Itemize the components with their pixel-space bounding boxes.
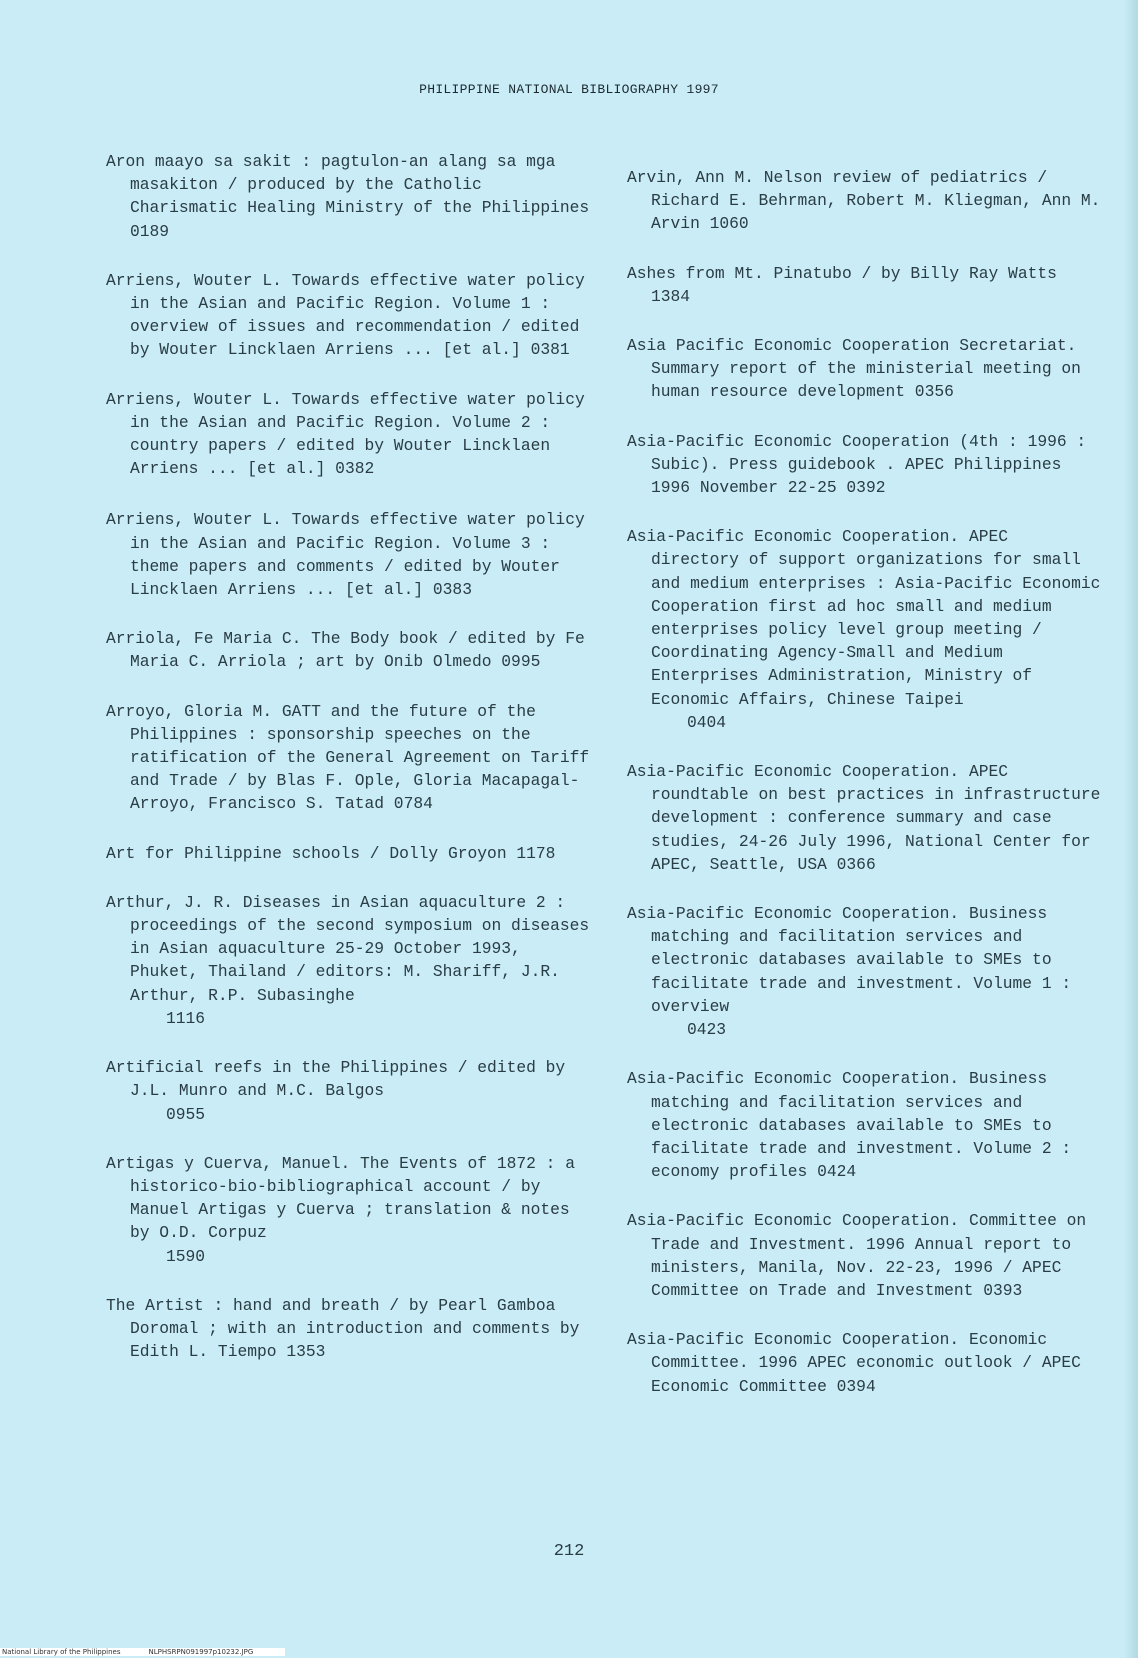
scan-footer [0, 1648, 285, 1656]
bibliography-entry [627, 1067, 1102, 1183]
footer-file: NLPHSRPN091997p10232.JPG [148, 1648, 254, 1656]
entry-text: Artificial reefs in the Philippines / edited by J.L. Munro and M.C. Balgos [106, 1058, 566, 1101]
left-column [106, 150, 596, 1363]
bibliography-entry [106, 150, 596, 243]
entry-text: Ashes from Mt. Pinatubo / by Billy Ray Watts 1384 [627, 263, 1057, 306]
entry-text: The Artist : hand and breath / by Pearl Gamboa Doromal ; with an introduction and comments by Edith L. Tiempo 1353 [106, 1295, 580, 1362]
entry-text: Arriens, Wouter L. Towards effective water policy in the Asian and Pacific Region. Volume 3 : theme papers and comments / edited by Wouter Lincklaen Arriens ... [et al.] 0383 [106, 510, 585, 600]
entry-text: Asia-Pacific Economic Cooperation. Economic Committee. 1996 APEC economic outlook / APEC Economic Committee 0394 [627, 1330, 1081, 1396]
entry-text: Asia Pacific Economic Cooperation Secretariat. Summary report of the ministerial meeting on human resource development 0356 [627, 336, 1081, 402]
bibliography-entry [106, 627, 596, 673]
entry-text: Arriens, Wouter L. Towards effective water policy in the Asian and Pacific Region. Volume 1 : overview of issues and recommendation / edited by Wouter Lincklaen Arriens ... [et al.] 0381 [106, 270, 585, 360]
bibliography-entry [106, 700, 596, 816]
right-column [627, 166, 1102, 1398]
entry-text: Asia-Pacific Economic Cooperation. Business matching and facilitation services and electronic databases available to SMEs to facilitate trade and investment. Volume 2 : economy profiles 0424 [627, 1069, 1072, 1182]
page-number: 212 [553, 1542, 585, 1561]
entry-code: 1590 [166, 1246, 206, 1266]
bibliography-entry [627, 262, 1102, 308]
page-title: PHILIPPINE NATIONAL BIBLIOGRAPHY 1997 [419, 82, 719, 97]
entry-text: Asia-Pacific Economic Cooperation. APEC roundtable on best practices in infrastructure development : conference summary and case studies, 24-26 July 1996, National Center for APEC, Seattle, USA 0366 [627, 762, 1101, 874]
entry-text: Arvin, Ann M. Nelson review of pediatrics / Richard E. Behrman, Robert M. Kliegman, Ann M. Arvin 1060 [627, 168, 1101, 234]
bibliography-entry [627, 902, 1102, 1041]
entry-code: 0423 [687, 1020, 727, 1040]
entry-text: Arriens, Wouter L. Towards effective water policy in the Asian and Pacific Region. Volume 2 : country papers / edited by Wouter Lincklaen Arriens ... [et al.] 0382 [106, 389, 585, 479]
bibliography-entry [627, 430, 1102, 500]
entry-text: Asia-Pacific Economic Cooperation. Committee on Trade and Investment. 1996 Annual report to ministers, Manila, Nov. 22-23, 1996 / APEC Committee on Trade and Investment 0393 [627, 1211, 1087, 1300]
bibliography-entry [627, 525, 1102, 734]
footer-library: National Library of the Philippines [2, 1648, 121, 1656]
bibliography-entry [106, 269, 596, 362]
bibliography-entry [627, 1209, 1102, 1302]
entry-text: Artigas y Cuerva, Manuel. The Events of 1872 : a historico-bio-bibliographical account / by Manuel Artigas y Cuerva ; translation & notes by O.D. Corpuz [106, 1153, 575, 1243]
entry-text: Arriola, Fe Maria C. The Body book / edited by Fe Maria C. Arriola ; art by Onib Olmedo 0995 [106, 629, 585, 672]
bibliography-entry [627, 760, 1102, 876]
entry-text: Art for Philippine schools / Dolly Groyon 1178 [106, 843, 556, 863]
bibliography-entry [106, 1152, 596, 1268]
bibliography-entry [106, 842, 596, 865]
bibliography-entry [106, 1056, 596, 1126]
bibliography-entry [106, 1294, 596, 1364]
bibliography-entry [106, 891, 596, 1030]
bibliography-entry [627, 334, 1102, 404]
entry-code: 0404 [687, 712, 727, 732]
bibliography-entry [106, 508, 596, 601]
bibliography-entry [106, 388, 596, 481]
entry-code: 1116 [166, 1008, 206, 1028]
entry-text: Aron maayo sa sakit : pagtulon-an alang sa mga masakiton / produced by the Catholic Charismatic Healing Ministry of the Philippines 0189 [106, 152, 590, 241]
bibliography-entry [627, 1328, 1102, 1398]
entry-text: Asia-Pacific Economic Cooperation (4th : 1996 : Subic). Press guidebook . APEC Philippines 1996 November 22-25 0392 [627, 431, 1087, 498]
entry-text: Arroyo, Gloria M. GATT and the future of the Philippines : sponsorship speeches on the ratification of the General Agreement on Tariff and Trade / by Blas F. Ople, Gloria Macapagal-Arroyo, Francisco S. Tatad 0784 [106, 701, 590, 814]
entry-text: Asia-Pacific Economic Cooperation. APEC directory of support organizations for small and medium enterprises : Asia-Pacific Economic Cooperation first ad hoc small and medium enterprises policy level group meeting / Coordinating Agency-Small and Medium Enterprises Administration, Ministry of Economic Affairs, Chinese Taipei [627, 527, 1101, 709]
entry-code: 0955 [166, 1104, 206, 1124]
bibliography-entry [627, 166, 1102, 236]
entry-text: Asia-Pacific Economic Cooperation. Business matching and facilitation services and electronic databases available to SMEs to facilitate trade and investment. Volume 1 : overview [627, 904, 1072, 1016]
entry-text: Arthur, J. R. Diseases in Asian aquaculture 2 : proceedings of the second symposium on diseases in Asian aquaculture 25-29 October 1993, Phuket, Thailand / editors: M. Shariff, J.R. Arthur, R.P. Subasinghe [106, 892, 590, 1005]
page-edge-shadow [1124, 0, 1138, 1658]
